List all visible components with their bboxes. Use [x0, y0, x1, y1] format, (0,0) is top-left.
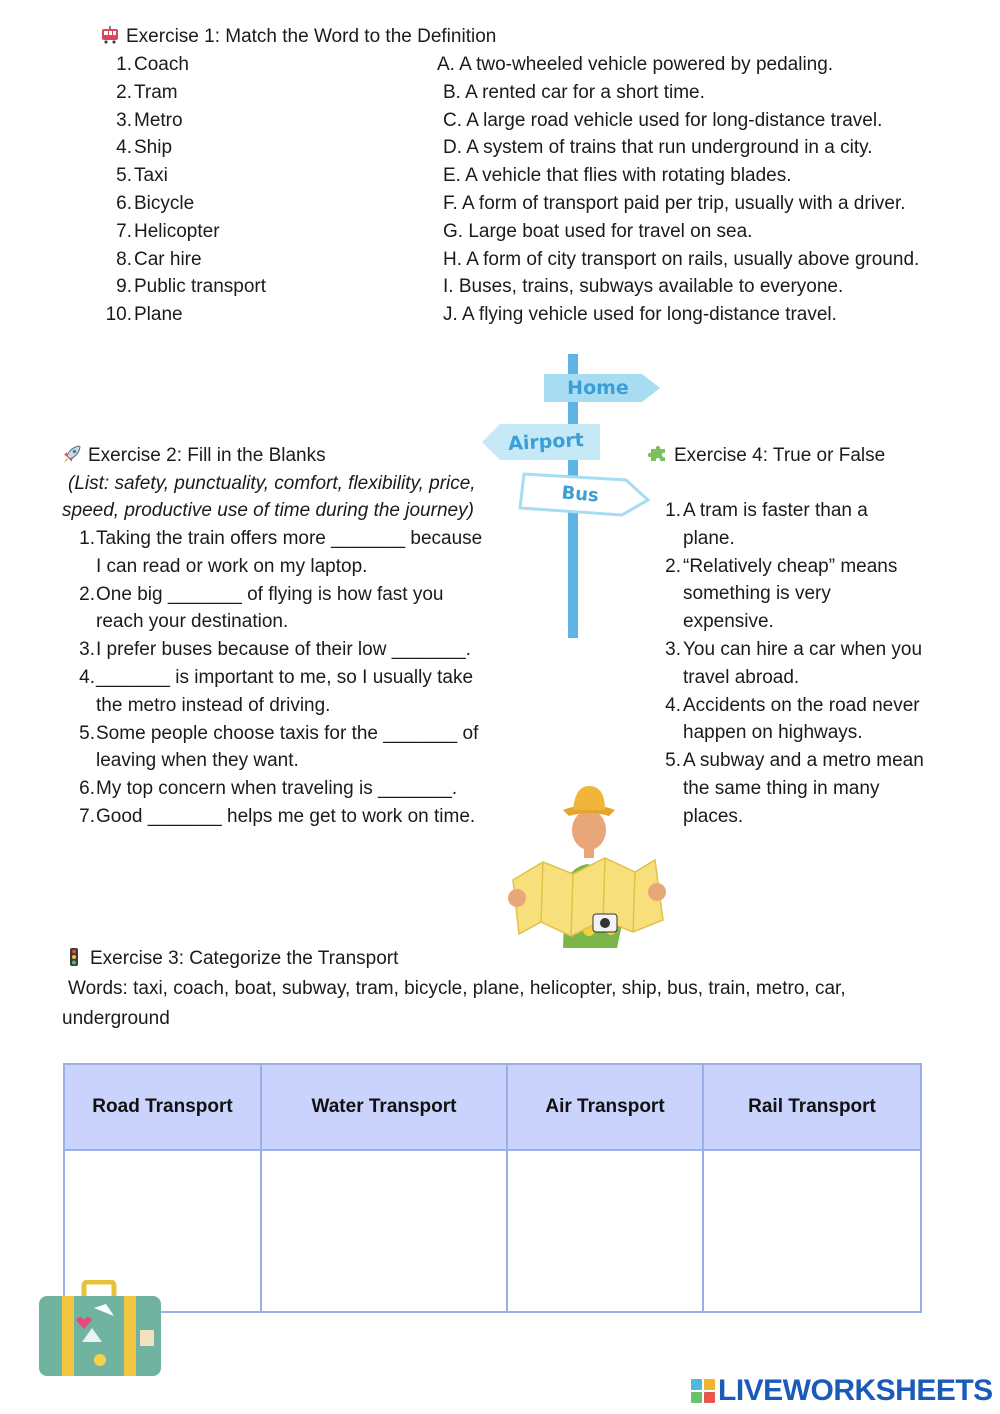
item-number: 3. — [116, 109, 132, 131]
match-word-item — [98, 110, 183, 132]
table-answer-row — [64, 1150, 921, 1312]
match-word: Ship — [134, 137, 173, 159]
match-word-item — [98, 137, 172, 159]
exercise-4-heading — [648, 445, 885, 467]
match-word-item — [98, 54, 189, 76]
match-definition-item: B. A rented car for a short time. — [443, 81, 705, 103]
fill-blank-line — [68, 723, 478, 745]
fill-blank-text: Some people choose taxis for the _______ of — [96, 722, 479, 744]
item-number: 5. — [79, 722, 95, 744]
match-word-item — [98, 193, 194, 215]
match-definition-item: F. A form of transport paid per trip, usually with a driver. — [443, 193, 906, 214]
true-false-line — [655, 556, 897, 578]
liveworksheets-logo — [690, 1374, 993, 1408]
true-false-text: A subway and a metro mean — [683, 750, 924, 772]
table-header-row — [64, 1064, 921, 1150]
fill-blank-text: reach your destination. — [96, 611, 289, 633]
bus-sign-label: Bus — [560, 482, 600, 507]
true-false-line — [655, 639, 922, 661]
true-false-text: A tram is faster than a — [683, 500, 868, 521]
match-word-item — [98, 276, 266, 298]
header-water-transport: Water Transport — [261, 1064, 507, 1150]
header-road-transport: Road Transport — [64, 1064, 261, 1150]
match-definition-item: G. Large boat used for travel on sea. — [443, 220, 753, 242]
fill-blank-text: I can read or work on my laptop. — [96, 555, 368, 577]
exercise-1-title: Exercise 1: Match the Word to the Definition — [126, 26, 497, 47]
traffic-light-icon — [64, 948, 84, 966]
item-number: 1. — [665, 500, 681, 521]
true-false-text: happen on highways. — [683, 722, 863, 744]
item-number: 5. — [665, 750, 681, 772]
item-number: 3. — [665, 639, 681, 660]
match-definition-item: E. A vehicle that flies with rotating blades. — [443, 165, 792, 187]
fill-blank-line — [68, 778, 457, 800]
match-word: Bicycle — [134, 193, 195, 214]
item-number: 4. — [79, 667, 95, 688]
exercise-3-heading — [64, 948, 398, 970]
tourist-with-map-illustration — [505, 780, 670, 950]
suitcase-illustration — [36, 1280, 164, 1380]
fill-blank-line — [68, 695, 330, 717]
match-definition-item: A. A two-wheeled vehicle powered by pedaling. — [437, 54, 834, 75]
true-false-line — [655, 750, 924, 772]
words-line-2: underground — [62, 1008, 170, 1029]
logo-blocks-icon — [690, 1378, 716, 1404]
puzzle-icon — [648, 445, 668, 463]
home-sign-label: Home — [567, 377, 629, 399]
item-number: 6. — [79, 778, 95, 800]
match-word: Coach — [134, 54, 189, 75]
words-line-1: Words: taxi, coach, boat, subway, tram, bicycle, plane, helicopter, ship, bus, train, metro, car, — [68, 978, 846, 999]
fill-blank-text: My top concern when traveling is _______. — [96, 778, 458, 800]
item-number: 10. — [105, 304, 132, 326]
answer-cell-rail[interactable] — [703, 1150, 921, 1312]
fill-blank-line — [68, 556, 367, 578]
match-word-item — [98, 249, 202, 271]
true-false-line — [655, 778, 879, 800]
fill-blank-text: I prefer buses because of their low _______. — [96, 639, 471, 661]
item-number: 1. — [116, 54, 132, 75]
true-false-text: plane. — [683, 527, 735, 549]
header-rail-transport: Rail Transport — [703, 1064, 921, 1150]
fill-blank-line — [68, 611, 288, 633]
fill-blank-text: leaving when they want. — [96, 750, 299, 772]
match-word-item — [98, 304, 183, 326]
item-number: 5. — [116, 165, 132, 187]
header-air-transport: Air Transport — [507, 1064, 703, 1150]
true-false-text: travel abroad. — [683, 666, 800, 688]
match-definition-item: C. A large road vehicle used for long-distance travel. — [443, 109, 883, 131]
tram-icon — [100, 26, 120, 44]
match-word: Tram — [134, 81, 178, 103]
fill-blank-line — [68, 639, 471, 661]
match-definition-item: I. Buses, trains, subways available to everyone. — [443, 276, 844, 298]
true-false-line — [655, 528, 735, 550]
fill-blank-line — [68, 806, 475, 828]
word-list-line-1: (List: safety, punctuality, comfort, flexibility, price, — [68, 473, 476, 494]
true-false-text: You can hire a car when you — [683, 639, 923, 660]
item-number: 9. — [116, 276, 132, 298]
true-false-text: expensive. — [683, 611, 774, 633]
airport-sign-label: Airport — [507, 429, 585, 455]
match-word: Taxi — [134, 165, 168, 187]
signpost-illustration — [470, 350, 670, 645]
item-number: 7. — [116, 220, 132, 242]
exercise-2-title: Exercise 2: Fill in the Blanks — [88, 445, 326, 466]
exercise-1-heading — [100, 26, 496, 48]
match-word: Helicopter — [134, 220, 220, 242]
item-number: 3. — [79, 639, 95, 661]
categorize-table — [63, 1063, 922, 1313]
answer-cell-water[interactable] — [261, 1150, 507, 1312]
true-false-text: something is very — [683, 583, 831, 605]
item-number: 4. — [665, 694, 681, 716]
match-definition-item: H. A form of city transport on rails, usually above ground. — [443, 248, 920, 270]
logo-text: LIVEWORKSHEETS — [718, 1374, 993, 1407]
item-number: 2. — [116, 81, 132, 103]
match-word: Plane — [134, 304, 183, 326]
true-false-text: places. — [683, 805, 744, 827]
true-false-line — [655, 611, 774, 633]
fill-blank-line — [68, 667, 473, 689]
match-word-item — [98, 165, 168, 187]
word-list-line-2: speed, productive use of time during the journey) — [62, 500, 474, 521]
match-definition-item: J. A flying vehicle used for long-distance travel. — [443, 304, 837, 326]
fill-blank-text: Good _______ helps me get to work on time. — [96, 806, 476, 827]
fill-blank-text: _______ is important to me, so I usually take — [96, 667, 474, 688]
match-word: Metro — [134, 109, 183, 131]
item-number: 2. — [79, 583, 95, 605]
true-false-text: the same thing in many — [683, 778, 880, 799]
match-word-item — [98, 82, 178, 104]
rocket-icon — [62, 445, 82, 463]
item-number: 7. — [79, 806, 95, 827]
true-false-line — [655, 667, 799, 689]
fill-blank-text: the metro instead of driving. — [96, 694, 331, 716]
exercise-4-title: Exercise 4: True or False — [674, 445, 886, 466]
fill-blank-text: One big _______ of flying is how fast you — [96, 583, 444, 605]
true-false-text: Accidents on the road never — [683, 694, 920, 716]
true-false-line — [655, 583, 831, 605]
fill-blank-text: Taking the train offers more _______ because — [96, 528, 483, 549]
true-false-line — [655, 500, 868, 522]
true-false-text: “Relatively cheap” means — [683, 555, 898, 577]
item-number: 8. — [116, 248, 132, 270]
fill-blank-line — [68, 528, 482, 550]
fill-blank-line — [68, 750, 299, 772]
match-word: Public transport — [134, 276, 267, 298]
answer-cell-air[interactable] — [507, 1150, 703, 1312]
item-number: 2. — [665, 555, 681, 577]
match-word: Car hire — [134, 248, 202, 270]
fill-blank-line — [68, 584, 444, 606]
match-word-item — [98, 221, 220, 243]
item-number: 1. — [79, 528, 95, 549]
exercise-3-title: Exercise 3: Categorize the Transport — [90, 948, 399, 969]
item-number: 6. — [116, 193, 132, 214]
exercise-2-heading — [62, 445, 326, 467]
match-definition-item: D. A system of trains that run underground in a city. — [443, 137, 873, 159]
item-number: 4. — [116, 137, 132, 159]
true-false-line — [655, 695, 920, 717]
true-false-line — [655, 722, 863, 744]
